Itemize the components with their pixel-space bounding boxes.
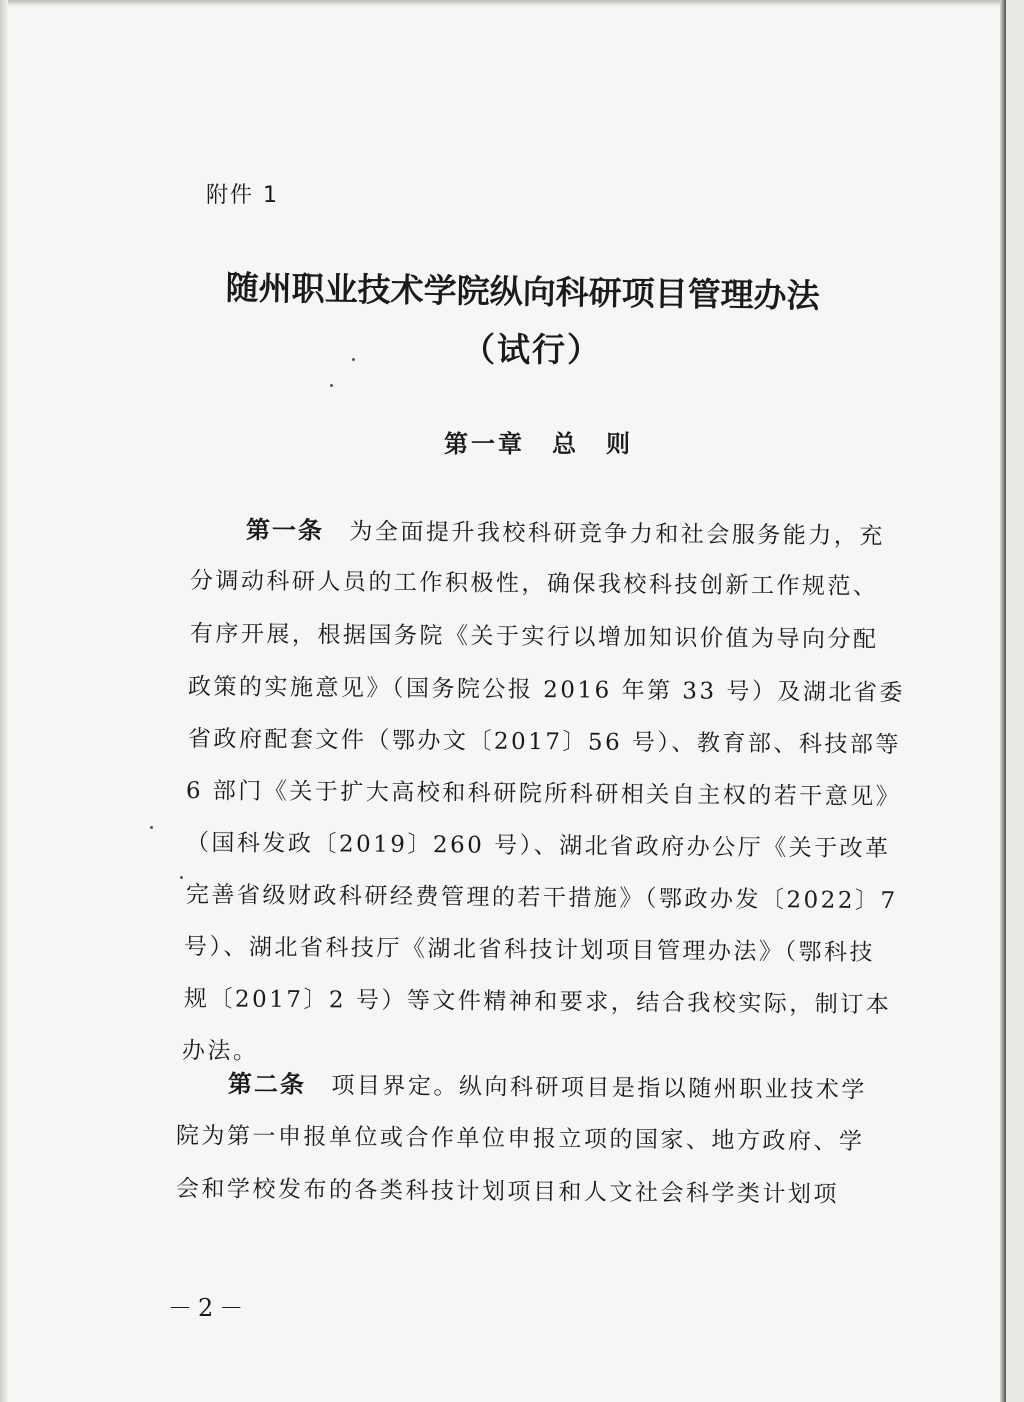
scan-speck: [180, 876, 183, 879]
article-1-line-8: 完善省级财政科研经费管理的若干措施》（鄂政办发〔2022〕7: [185, 882, 898, 915]
scan-right-margin: [1006, 0, 1024, 1402]
scan-speck: [150, 826, 153, 829]
article-1-line-11: 办法。: [181, 1038, 259, 1065]
article-1-line-6: 6 部门《关于扩大高校和科研院所科研相关自主权的若干意见》: [185, 778, 902, 811]
scan-speck: [330, 384, 333, 387]
article-2-line-2: 院为第一申报单位或合作单位申报立项的国家、地方政府、学: [175, 1123, 865, 1156]
attachment-label: 附件 1: [206, 183, 279, 208]
article-2-heading: 第二条: [227, 1070, 307, 1099]
article-1-line-2: 分调动科研人员的工作积极性，确保我校科技创新工作规范、: [189, 568, 879, 601]
article-1-line-7: （国科发政〔2019〕260 号）、湖北省政府办公厅《关于改革: [185, 830, 891, 863]
article-1-line-10: 规〔2017〕2 号）等文件精神和要求，结合我校实际，制订本: [183, 986, 892, 1019]
article-text: 为全面提升我校科研竞争力和社会服务能力，充: [349, 518, 885, 550]
article-2-line-1: [228, 1072, 908, 1103]
article-1-line-1: [246, 518, 926, 549]
scan-speck: [352, 358, 355, 361]
scan-left-edge: [0, 0, 8, 1402]
scan-top-edge: [0, 0, 1024, 6]
document-title: 随州职业技术学院纵向科研项目管理办法: [225, 267, 820, 316]
article-1-line-9: 号）、湖北省科技厅《湖北省科技计划项目管理办法》（鄂科技: [183, 934, 875, 967]
article-1-heading: 第一条: [245, 516, 325, 545]
article-1-line-4: 政策的实施意见》（国务院公报 2016 年第 33 号）及湖北省委: [187, 674, 906, 707]
article-1-line-5: 省政府配套文件（鄂办文〔2017〕56 号）、教育部、科技部等: [187, 726, 902, 759]
article-2-line-3: 会和学校发布的各类科技计划项目和人文社会科学类计划项: [175, 1176, 839, 1208]
document-subtitle: （试行）: [462, 330, 602, 369]
article-1-line-3: 有序开展，根据国务院《关于实行以增加知识价值为导向分配: [189, 621, 879, 654]
article-text: 项目界定。纵向科研项目是指以随州职业技术学: [331, 1072, 867, 1104]
scan-right-edge: [1000, 0, 1006, 1402]
page-number: －2－: [168, 1294, 250, 1322]
chapter-heading: 第一章 总 则: [444, 430, 633, 458]
